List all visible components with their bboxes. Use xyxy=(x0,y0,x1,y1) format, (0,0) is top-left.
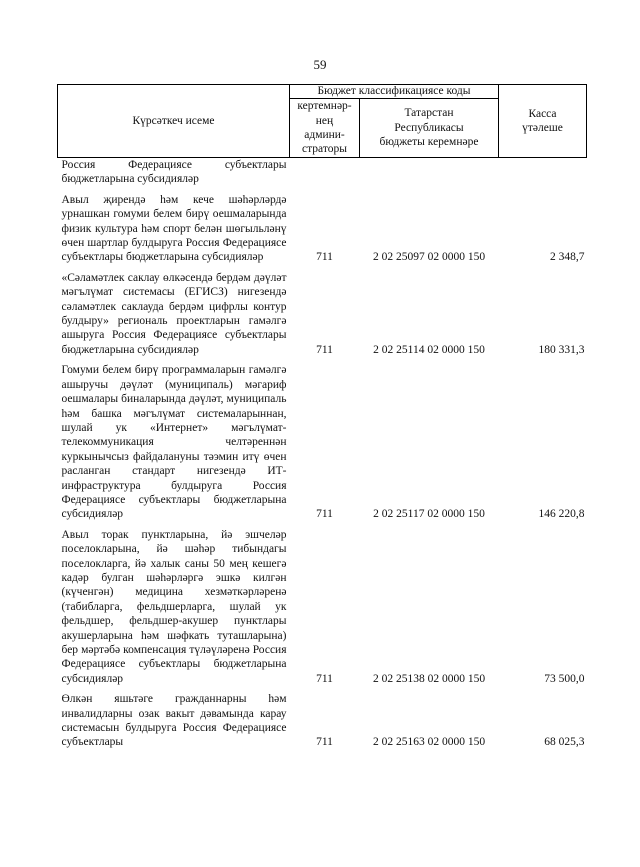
indicator-name: Гомуми белем бирү программаларын гамәлгә ашыручы дәүләт (муниципаль) мәгариф оешмалары биналарында дәүләт, муниципаль һәм башка мәгълүмат системаларыннан, шулай ук «Интернет» мәгълүмат-телекоммуникация челтәреннән куркынычсыз файдалануны тәэмин итү өчен расланган стандарт нигезендә ИТ-инфраструктура булдыруга Россия Федерациясе субъектлары бюджетларына субсидияләр xyxy=(61,364,287,521)
table-body xyxy=(58,158,587,750)
indicator-name: Россия Федерациясе субъектлары бюджетларына субсидияләр xyxy=(61,159,287,186)
header-republic-budget-revenue: Татарстан Республикасы бюджеты керемнәре xyxy=(360,99,499,158)
admin-code: 711 xyxy=(316,672,333,685)
cash-amount: 146 220,8 xyxy=(538,508,585,521)
header-budget-codes: Бюджет классификациясе коды xyxy=(290,85,499,99)
admin-code: 711 xyxy=(316,736,333,749)
budget-code: 2 02 25114 02 0000 150 xyxy=(373,343,485,356)
budget-revenue-table xyxy=(57,84,587,750)
budget-code: 2 02 25138 02 0000 150 xyxy=(372,672,486,685)
header-revenue-administrator: кертемнәр- нең админи- страторы xyxy=(290,99,360,158)
cash-amount xyxy=(499,158,587,187)
table-row xyxy=(58,357,587,521)
indicator-name: Өлкән яшьтәге гражданнарны һәм инвалидларны озак вакыт дәвамында карау системасын булдыруга Россия Федерациясе субъектлары xyxy=(61,693,287,749)
table-row xyxy=(58,686,587,750)
cash-amount: 73 500,0 xyxy=(544,672,585,685)
cash-amount: 2 348,7 xyxy=(550,251,585,264)
page-number: 59 xyxy=(313,57,327,72)
table-row xyxy=(58,522,587,686)
budget-code: 2 02 25097 02 0000 150 xyxy=(372,251,486,264)
table-header xyxy=(58,85,587,158)
header-cash-execution: Касса үтәлеше xyxy=(499,85,587,158)
table-row xyxy=(58,187,587,265)
indicator-name: Авыл җирендә һәм кече шәһәрләрдә урнашкан гомуми белем бирү оешмаларында физик культура һәм спорт белән шөгыльләнү өчен шартлар булдыруга Россия Федерациясе субъектлары бюджетларына субсидияләр xyxy=(61,193,287,264)
indicator-name: «Сәламәтлек саклау өлкәсендә бердәм дәүләт мәгълүмат системасы (ЕГИСЗ) нигезендә сәламәтлек саклауда бердәм цифрлы контур булдыру» региональ проектларын гамәлгә ашыруга Россия Федерациясе субъектлары бюджетларына субсидияләр xyxy=(61,271,287,356)
admin-code: 711 xyxy=(316,251,333,264)
budget-code: 2 02 25163 02 0000 150 xyxy=(372,736,486,749)
cash-amount: 68 025,3 xyxy=(544,736,585,749)
budget-code xyxy=(360,158,499,187)
admin-code: 711 xyxy=(316,508,333,521)
admin-code xyxy=(290,158,360,187)
table-row xyxy=(58,265,587,357)
table-row xyxy=(58,158,587,187)
cash-amount: 180 331,3 xyxy=(538,343,585,356)
admin-code: 711 xyxy=(316,343,333,356)
budget-code: 2 02 25117 02 0000 150 xyxy=(373,508,485,521)
header-indicator-name: Күрсәткеч исеме xyxy=(58,85,290,158)
indicator-name: Авыл торак пунктларына, йә эшчеләр поселокларына, йә шәһәр тибындагы поселокларга, йә халык саны 50 мең кешегә кадәр булган шәһәрләргә эшкә килгән (күченгән) медицина хезмәткәрләренә (табибларга, фельдшерларга, шулай ук фельдшер, фельдшер-акушер пунктлары акушерларына һәм шәфкать туташларына) бер мәртәбә компенсация түләүләренә Россия Федерациясе субъектлары бюджетларына субсидияләр xyxy=(61,528,287,685)
